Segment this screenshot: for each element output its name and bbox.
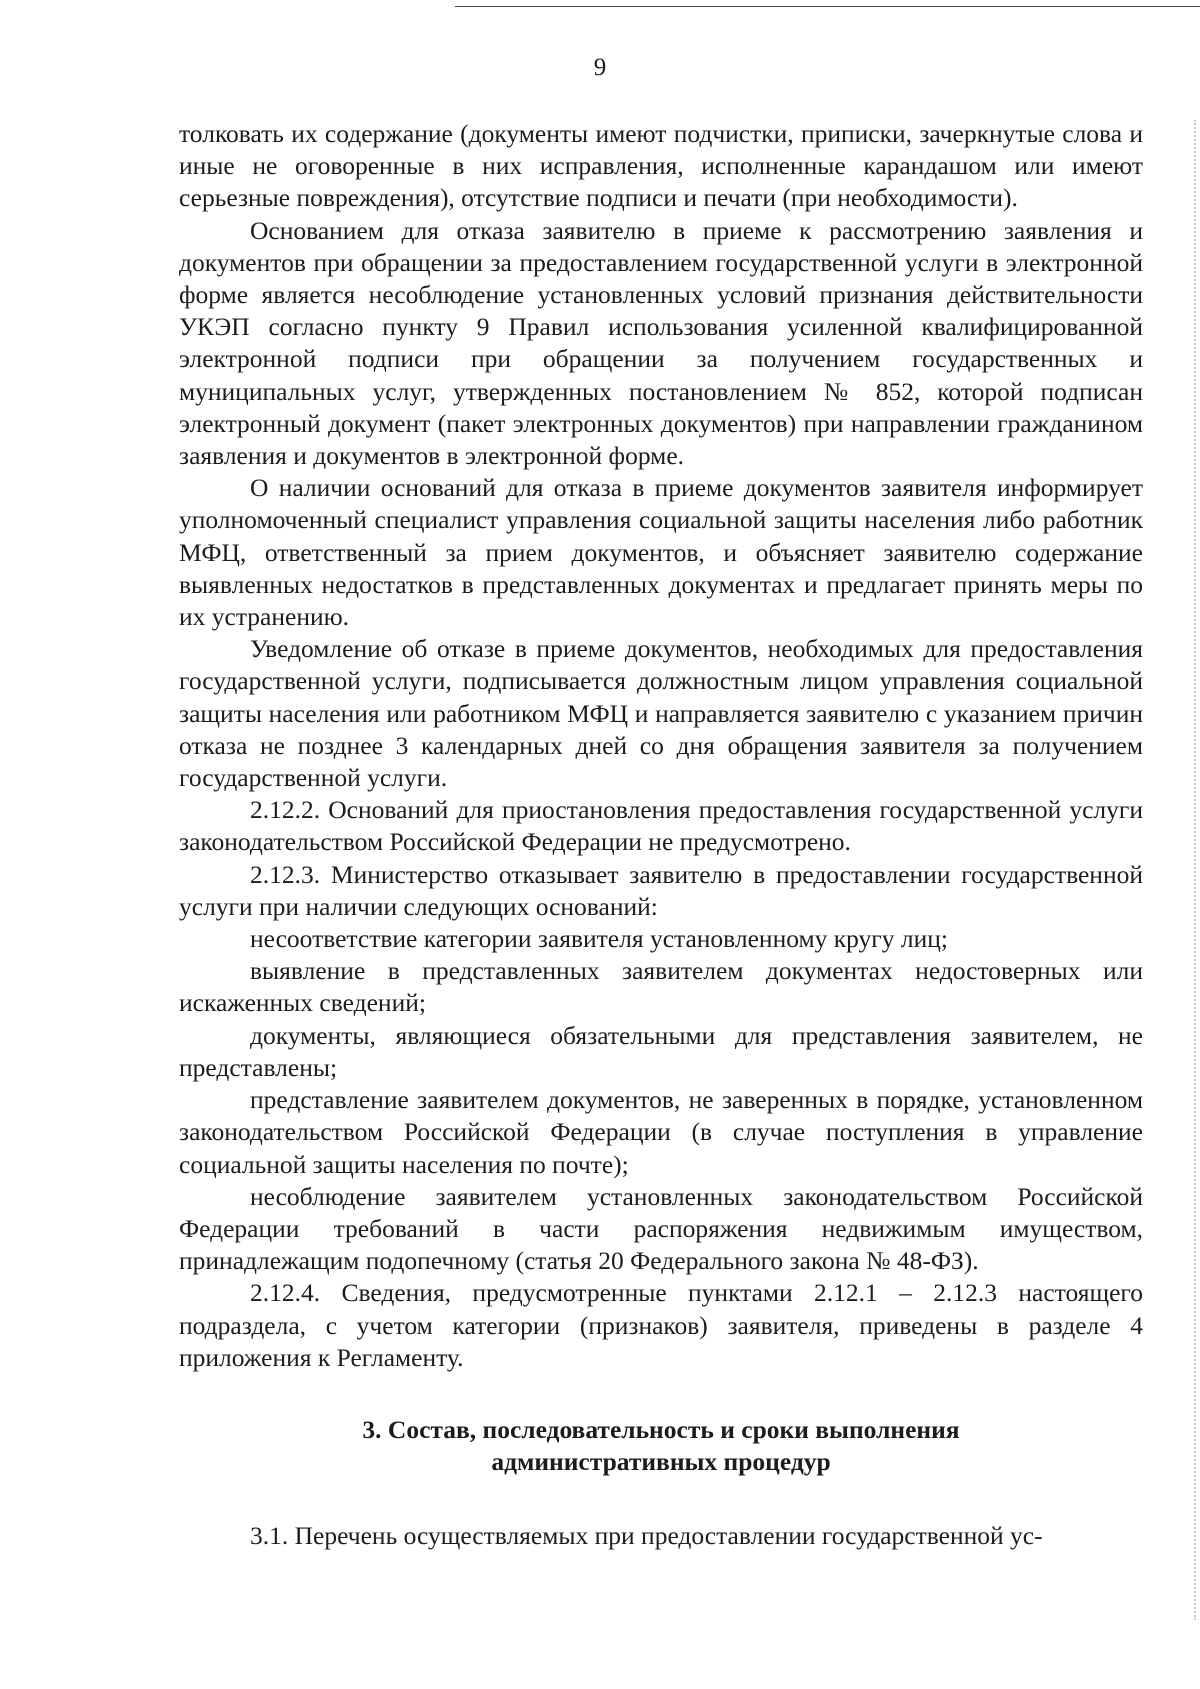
list-item-false-info: выявление в представленных заявителем документах недостоверных или искаженных сведений;: [179, 956, 1143, 1018]
list-item-property-requirements: несоблюдение заявителем установленных законодательством Российской Федерации требований в части распоряжения недвижимым имуществом, принадлежащим подопечному (статья 20 Федерального закона № 48-ФЗ).: [179, 1181, 1143, 1276]
paragraph-2-12-3: 2.12.3. Министерство отказывает заявителю в предоставлении государственной услуги при наличии следующих оснований:: [179, 859, 1143, 921]
section-title-line1: 3. Состав, последовательность и сроки выполнения: [362, 1414, 960, 1444]
paragraph-refusal-electronic: Основанием для отказа заявителю в приеме к рассмотрению заявления и документов при обращении за предоставлением государственной услуги в электронной форме является несоблюдение установленных условий признания действительности УКЭП согласно пункту 9 Правил использования усиленной квалифицированной электронной подписи при обращении за получением государственных и муниципальных услуг, утвержденных постановлением № 852, которой подписан электронный документ (пакет электронных документов) при направлении гражданином заявления и документов в электронной форме.: [179, 215, 1143, 471]
list-item-missing-documents: документы, являющиеся обязательными для представления заявителем, не представлены;: [179, 1020, 1143, 1082]
paragraph-2-12-4: 2.12.4. Сведения, предусмотренные пунктами 2.12.1 – 2.12.3 настоящего подраздела, с учетом категории (признаков) заявителя, приведены в разделе 4 приложения к Регламенту.: [179, 1278, 1143, 1372]
paragraph-3-1: 3.1. Перечень осуществляемых при предоставлении государственной ус-: [250, 1521, 1043, 1551]
section-title: [179, 1414, 1143, 1478]
paragraph-2-12-2: 2.12.2. Оснований для приостановления предоставления государственной услуги законодательством Российской Федерации не предусмотрено.: [179, 795, 1143, 857]
paragraph-refusal-notice: Уведомление об отказе в приеме документов, необходимых для предоставления государственной услуги, подписывается должностным лицом управления социальной защиты населения или работником МФЦ и направляется заявителю с указанием причин отказа не позднее 3 календарных дней со дня обращения заявителя за получением государственной услуги.: [179, 634, 1143, 793]
paragraph-continuation: толковать их содержание (документы имеют подчистки, приписки, зачеркнутые слова и иные не оговоренные в них исправления, исполненные карандашом или имеют серьезные повреждения), отсутствие подписи и печати (при необходимости).: [179, 119, 1143, 213]
paragraph-inform-applicant: О наличии оснований для отказа в приеме документов заявителя информирует уполномоченный специалист управления социальной защиты населения либо работник МФЦ, ответственный за прием документов, и объясняет заявителю содержание выявленных недостатков в представленных документах и предлагает принять меры по их устранению.: [179, 473, 1143, 632]
page-number: 9: [593, 54, 607, 81]
list-item-unverified-documents: представление заявителем документов, не заверенных в порядке, установленном законодательством Российской Федерации (в случае поступления в управление социальной защиты населения по почте);: [179, 1085, 1143, 1179]
page-body: [179, 118, 1143, 1553]
scan-edge-dots: [1194, 120, 1196, 1620]
list-item-category-mismatch: несоответствие категории заявителя установленному кругу лиц;: [250, 924, 948, 954]
section-title-line2: административных процедур: [491, 1447, 831, 1477]
top-rule: [455, 6, 1200, 7]
